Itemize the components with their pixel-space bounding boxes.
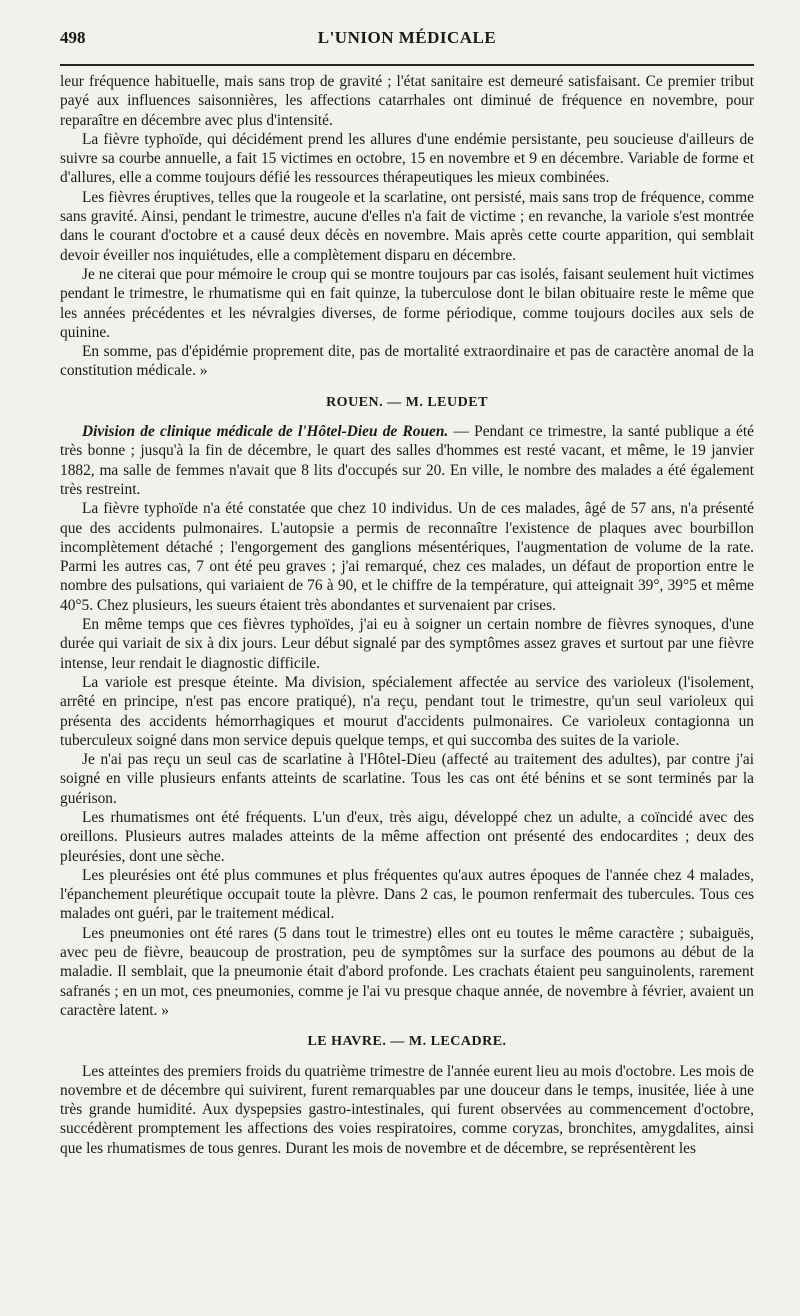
paragraph: La fièvre typhoïde, qui décidément prend les allures d'une endémie persistante, peu soucieuse d'ailleurs de suivre sa courbe annuelle, a fait 15 victimes en octobre, 15 en novembre et 9 en décembre. Variable de forme et d'allures, elle a comme toujours défié les ressources thérapeutiques les mieux combinées. — [60, 130, 754, 187]
paragraph-lead — [60, 422, 754, 499]
journal-title: L'UNION MÉDICALE — [317, 28, 497, 47]
paragraph: Les pleurésies ont été plus communes et plus fréquentes qu'aux autres époques de l'année chez 4 malades, l'épanchement pleurétique occupait toute la plèvre. Dans 2 cas, le poumon renfermait des tubercules. Tous ces malades ont guéri, par le traitement médical. — [60, 866, 754, 923]
paragraph: Je ne citerai que pour mémoire le croup qui se montre toujours par cas isolés, faisant seulement huit victimes pendant le trimestre, le rhumatisme qui en fait quinze, la tuberculose dont le bilan obituaire reste le même que les années précédentes et les névralgies diverses, de forme périodique, comme toujours dociles aux sels de quinine. — [60, 265, 754, 341]
paragraph: leur fréquence habituelle, mais sans trop de gravité ; l'état sanitaire est demeuré satisfaisant. Ce premier tribut payé aux influences saisonnières, les affections catarrhales ont diminué de fréquence en novembre, pour reparaître en décembre avec plus d'intensité. — [60, 73, 754, 129]
lead-text: — Pendant ce trimestre, la santé publique a été très bonne ; jusqu'à la fin de décembre, le quart des salles d'hommes est resté vacant, et même, le 19 janvier 1882, ma salle de femmes n'avait que 8 lits d'occupés sur 20. En ville, le nombre des malades a été également très restreint. — [60, 423, 754, 498]
paragraph: Les pneumonies ont été rares (5 dans tout le trimestre) elles ont eu toutes le même caractère ; subaiguës, avec peu de fièvre, beaucoup de prostration, peu de symptômes sur la surface des poumons au début de la maladie. Il semblait, que la pneumonie était d'abord profonde. Les crachats étaient peu sanguinolents, rarement safranés ; en un mot, ces pneumonies, comme je l'ai vu presque chaque année, de novembre à février, avaient un caractère latent. » — [60, 924, 754, 1019]
paragraph: Les fièvres éruptives, telles que la rougeole et la scarlatine, ont persisté, mais sans trop de fréquence, comme sans gravité. Ainsi, pendant le trimestre, aucune d'elles n'a fait de victime ; en revanche, la variole s'est montrée dans le courant d'octobre et a causé deux décès en novembre. Mais après cette courte apparition, qui semblait devoir éveiller nos inquiétudes, elle a complètement disparu en décembre. — [60, 188, 754, 264]
paragraph: La variole est presque éteinte. Ma division, spécialement affectée au service des varioleux (l'isolement, arrêté en principe, n'est pas encore pratiqué), n'a reçu, pendant tout le trimestre, qu'un seul varioleux qui présenta des accidents hémorrhagiques et mourut d'accidents pulmonaires. Ce varioleux contagionna un tuberculeux soigné dans mon service depuis quelque temps, et qui succomba des suites de la variole. — [60, 673, 754, 749]
header-rule — [60, 64, 754, 66]
paragraph: Je n'ai pas reçu un seul cas de scarlatine à l'Hôtel-Dieu (affecté au traitement des adultes), par contre j'ai soigné en ville plusieurs enfants atteints de scarlatine. Tous les cas ont été bénins et se sont terminés par la guérison. — [60, 751, 754, 807]
page-number: 498 — [60, 28, 86, 47]
paragraph: Les atteintes des premiers froids du quatrième trimestre de l'année eurent lieu au mois d'octobre. Les mois de novembre et de décembre qui suivirent, furent remarquables par une douceur dans le temps, inusitée, liée à une très grande humidité. Aux dyspepsies gastro-intestinales, qui furent observées au commencement d'octobre, succédèrent promptement les affections des voies respiratoires, comme coryzas, bronchites, amygdalites, ainsi que les rhumatismes de tous genres. Durant les mois de novembre et de décembre, se représentèrent les — [60, 1062, 754, 1157]
running-head — [60, 24, 754, 56]
section-heading-rouen: ROUEN. — M. LEUDET — [326, 394, 488, 410]
paragraph: En somme, pas d'épidémie proprement dite, pas de mortalité extraordinaire et pas de caractère anomal de la constitution médicale. » — [60, 343, 754, 380]
paragraph: Les rhumatismes ont été fréquents. L'un d'eux, très aigu, développé chez un adulte, a coïncidé avec des oreillons. Plusieurs autres malades atteints de la même affection ont présenté des endocardites ; deux des pleurésies, dont une sèche. — [60, 808, 754, 865]
section-heading-havre: LE HAVRE. — M. LECADRE. — [307, 1034, 507, 1050]
paragraph: En même temps que ces fièvres typhoïdes, j'ai eu à soigner un certain nombre de fièvres synoques, d'une durée qui variait de six à dix jours. Leur début signalé par des symptômes assez graves et surtout par une fièvre intense, leur rendait le diagnostic difficile. — [60, 616, 754, 672]
lead-label: Division de clinique médicale de l'Hôtel-Dieu de Rouen. — [82, 423, 449, 441]
article-body — [60, 72, 754, 1158]
paragraph: La fièvre typhoïde n'a été constatée que chez 10 individus. Un de ces malades, âgé de 57 ans, n'a présenté que des accidents pulmonaires. L'autopsie a permis de reconnaître l'existence de plaques avec bourbillon incomplètement détaché ; l'engorgement des ganglions mésentériques, l'augmentation de volume de la rate. Parmi les autres cas, 7 ont été peu graves ; j'ai remarqué, chez ces malades, un défaut de proportion entre le nombre des pulsations, qui variaient de 76 à 90, et le chiffre de la température, qui atteignait 39°, 39°5 et même 40°5. Chez plusieurs, les sueurs étaient très abondantes et survenaient par crises. — [60, 500, 754, 614]
